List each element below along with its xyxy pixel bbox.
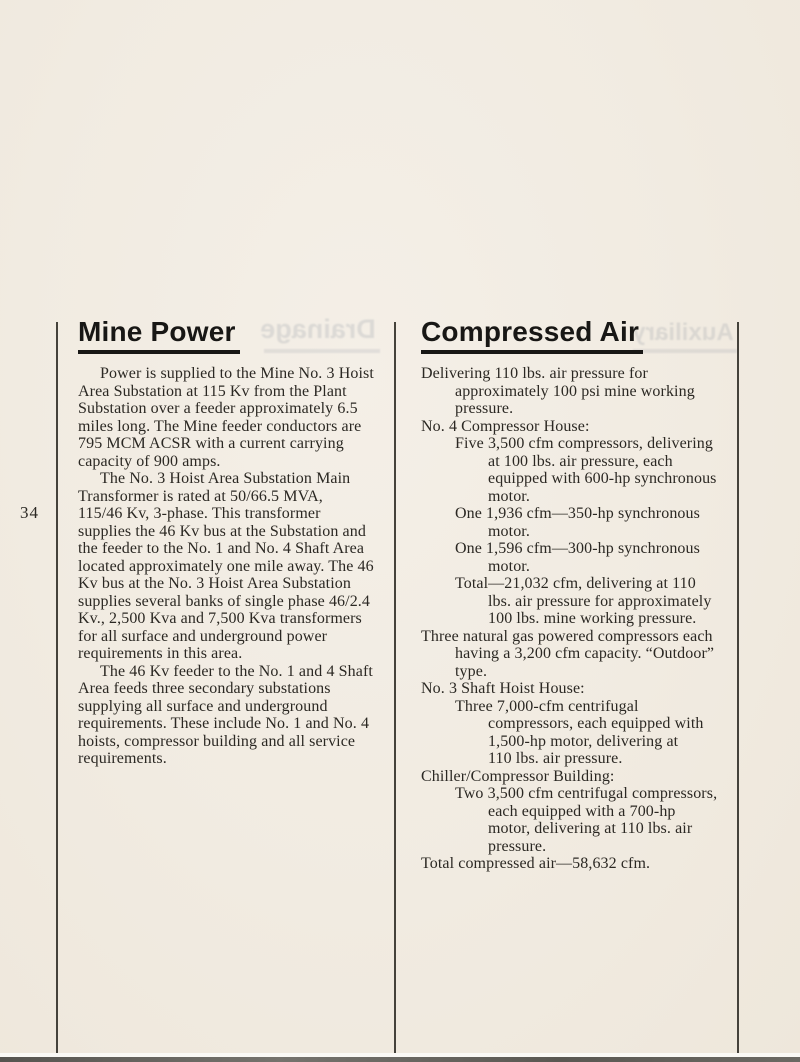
text-line: pressure. — [455, 400, 514, 417]
text-line: Kv., 2,500 Kva and 7,500 Kva transformers — [78, 610, 362, 627]
page-number: 34 — [20, 503, 39, 522]
text-line: motor. — [488, 487, 530, 505]
text-line: pressure. — [488, 837, 547, 855]
text-line: Area feeds three secondary substations — [78, 680, 331, 697]
text-line: miles long. The Mine feeder conductors are — [78, 417, 362, 435]
column-rule-center — [394, 322, 396, 1062]
text-line: lbs. air pressure for approximately — [488, 592, 712, 610]
compressed-air-section — [421, 317, 737, 873]
text-line: 1,500-hp motor, delivering at — [488, 732, 679, 750]
text-line: Substation over a feeder approximately 6.5 — [78, 400, 358, 417]
text-line: 110 lbs. air pressure. — [488, 750, 623, 767]
text-line: The No. 3 Hoist Area Substation Main — [100, 470, 351, 487]
text-line: compressors, each equipped with — [488, 715, 704, 732]
showthrough-heading-right: Auxiliary — [632, 319, 734, 346]
text-line: approximately 100 psi mine working — [455, 382, 695, 400]
text-line: at 100 lbs. air pressure, each — [488, 452, 673, 470]
text-line: The 46 Kv feeder to the No. 1 and 4 Shaft — [100, 662, 373, 680]
text-line: requirements. These include No. 1 and No. 4 — [78, 715, 370, 732]
column-rule-right — [737, 322, 739, 1062]
text-line: equipped with 600-hp synchronous — [488, 470, 717, 487]
text-line: Total—21,032 cfm, delivering at 110 — [455, 575, 696, 592]
text-line: No. 4 Compressor House: — [421, 417, 590, 435]
text-line: 115/46 Kv, 3-phase. This transformer — [78, 505, 321, 522]
text-line: for all surface and underground power — [78, 627, 328, 645]
text-line: located approximately one mile away. The 46 — [78, 557, 374, 575]
text-line: supplies the 46 Kv bus at the Substation and — [78, 522, 366, 540]
text-line: Three natural gas powered compressors each — [421, 627, 713, 645]
text-line: Chiller/Compressor Building: — [421, 767, 615, 785]
text-line: Three 7,000-cfm centrifugal — [455, 697, 639, 715]
text-line: Transformer is rated at 50/66.5 MVA, — [78, 487, 323, 505]
scan-dark-edge — [0, 1057, 800, 1062]
text-line: each equipped with a 700-hp — [488, 802, 676, 820]
text-line: motor, delivering at 110 lbs. air — [488, 820, 693, 837]
text-line: motor. — [488, 522, 530, 540]
text-line: having a 3,200 cfm capacity. “Outdoor” — [455, 645, 715, 662]
text-line: supplying all surface and underground — [78, 697, 328, 715]
text-line: supplies several banks of single phase 46/2.4 — [78, 592, 370, 610]
text-line: Five 3,500 cfm compressors, delivering — [455, 435, 713, 452]
column-rule-left — [56, 322, 58, 1062]
text-line: Power is supplied to the Mine No. 3 Hoist — [100, 365, 374, 382]
text-line: One 1,936 cfm—350-hp synchronous — [455, 505, 700, 522]
mine-power-section — [78, 317, 380, 768]
text-line: requirements. — [78, 750, 167, 767]
text-line: hoists, compressor building and all service — [78, 732, 356, 750]
text-line: Area Substation at 115 Kv from the Plant — [78, 382, 347, 400]
mine-power-heading: Mine Power — [78, 317, 240, 354]
showthrough-heading-left: Drainage — [260, 314, 376, 344]
text-line: motor. — [488, 557, 530, 575]
compressed-air-heading: Compressed Air — [421, 317, 643, 354]
text-line: One 1,596 cfm—300-hp synchronous — [455, 540, 700, 557]
text-line: 100 lbs. mine working pressure. — [488, 610, 697, 627]
text-line: requirements in this area. — [78, 645, 243, 662]
mine-power-text — [78, 365, 380, 768]
text-line: Total compressed air—58,632 cfm. — [421, 855, 651, 872]
text-line: Two 3,500 cfm centrifugal compressors, — [455, 785, 718, 802]
text-line: No. 3 Shaft Hoist House: — [421, 680, 585, 697]
text-line: Kv bus at the No. 3 Hoist Area Substation — [78, 575, 351, 592]
text-line: type. — [455, 662, 488, 680]
text-line: the feeder to the No. 1 and No. 4 Shaft Area — [78, 540, 365, 557]
compressed-air-text — [421, 365, 737, 873]
text-line: capacity of 900 amps. — [78, 452, 221, 470]
text-line: 795 MCM ACSR with a current carrying — [78, 435, 344, 452]
text-line: Delivering 110 lbs. air pressure for — [421, 365, 648, 382]
